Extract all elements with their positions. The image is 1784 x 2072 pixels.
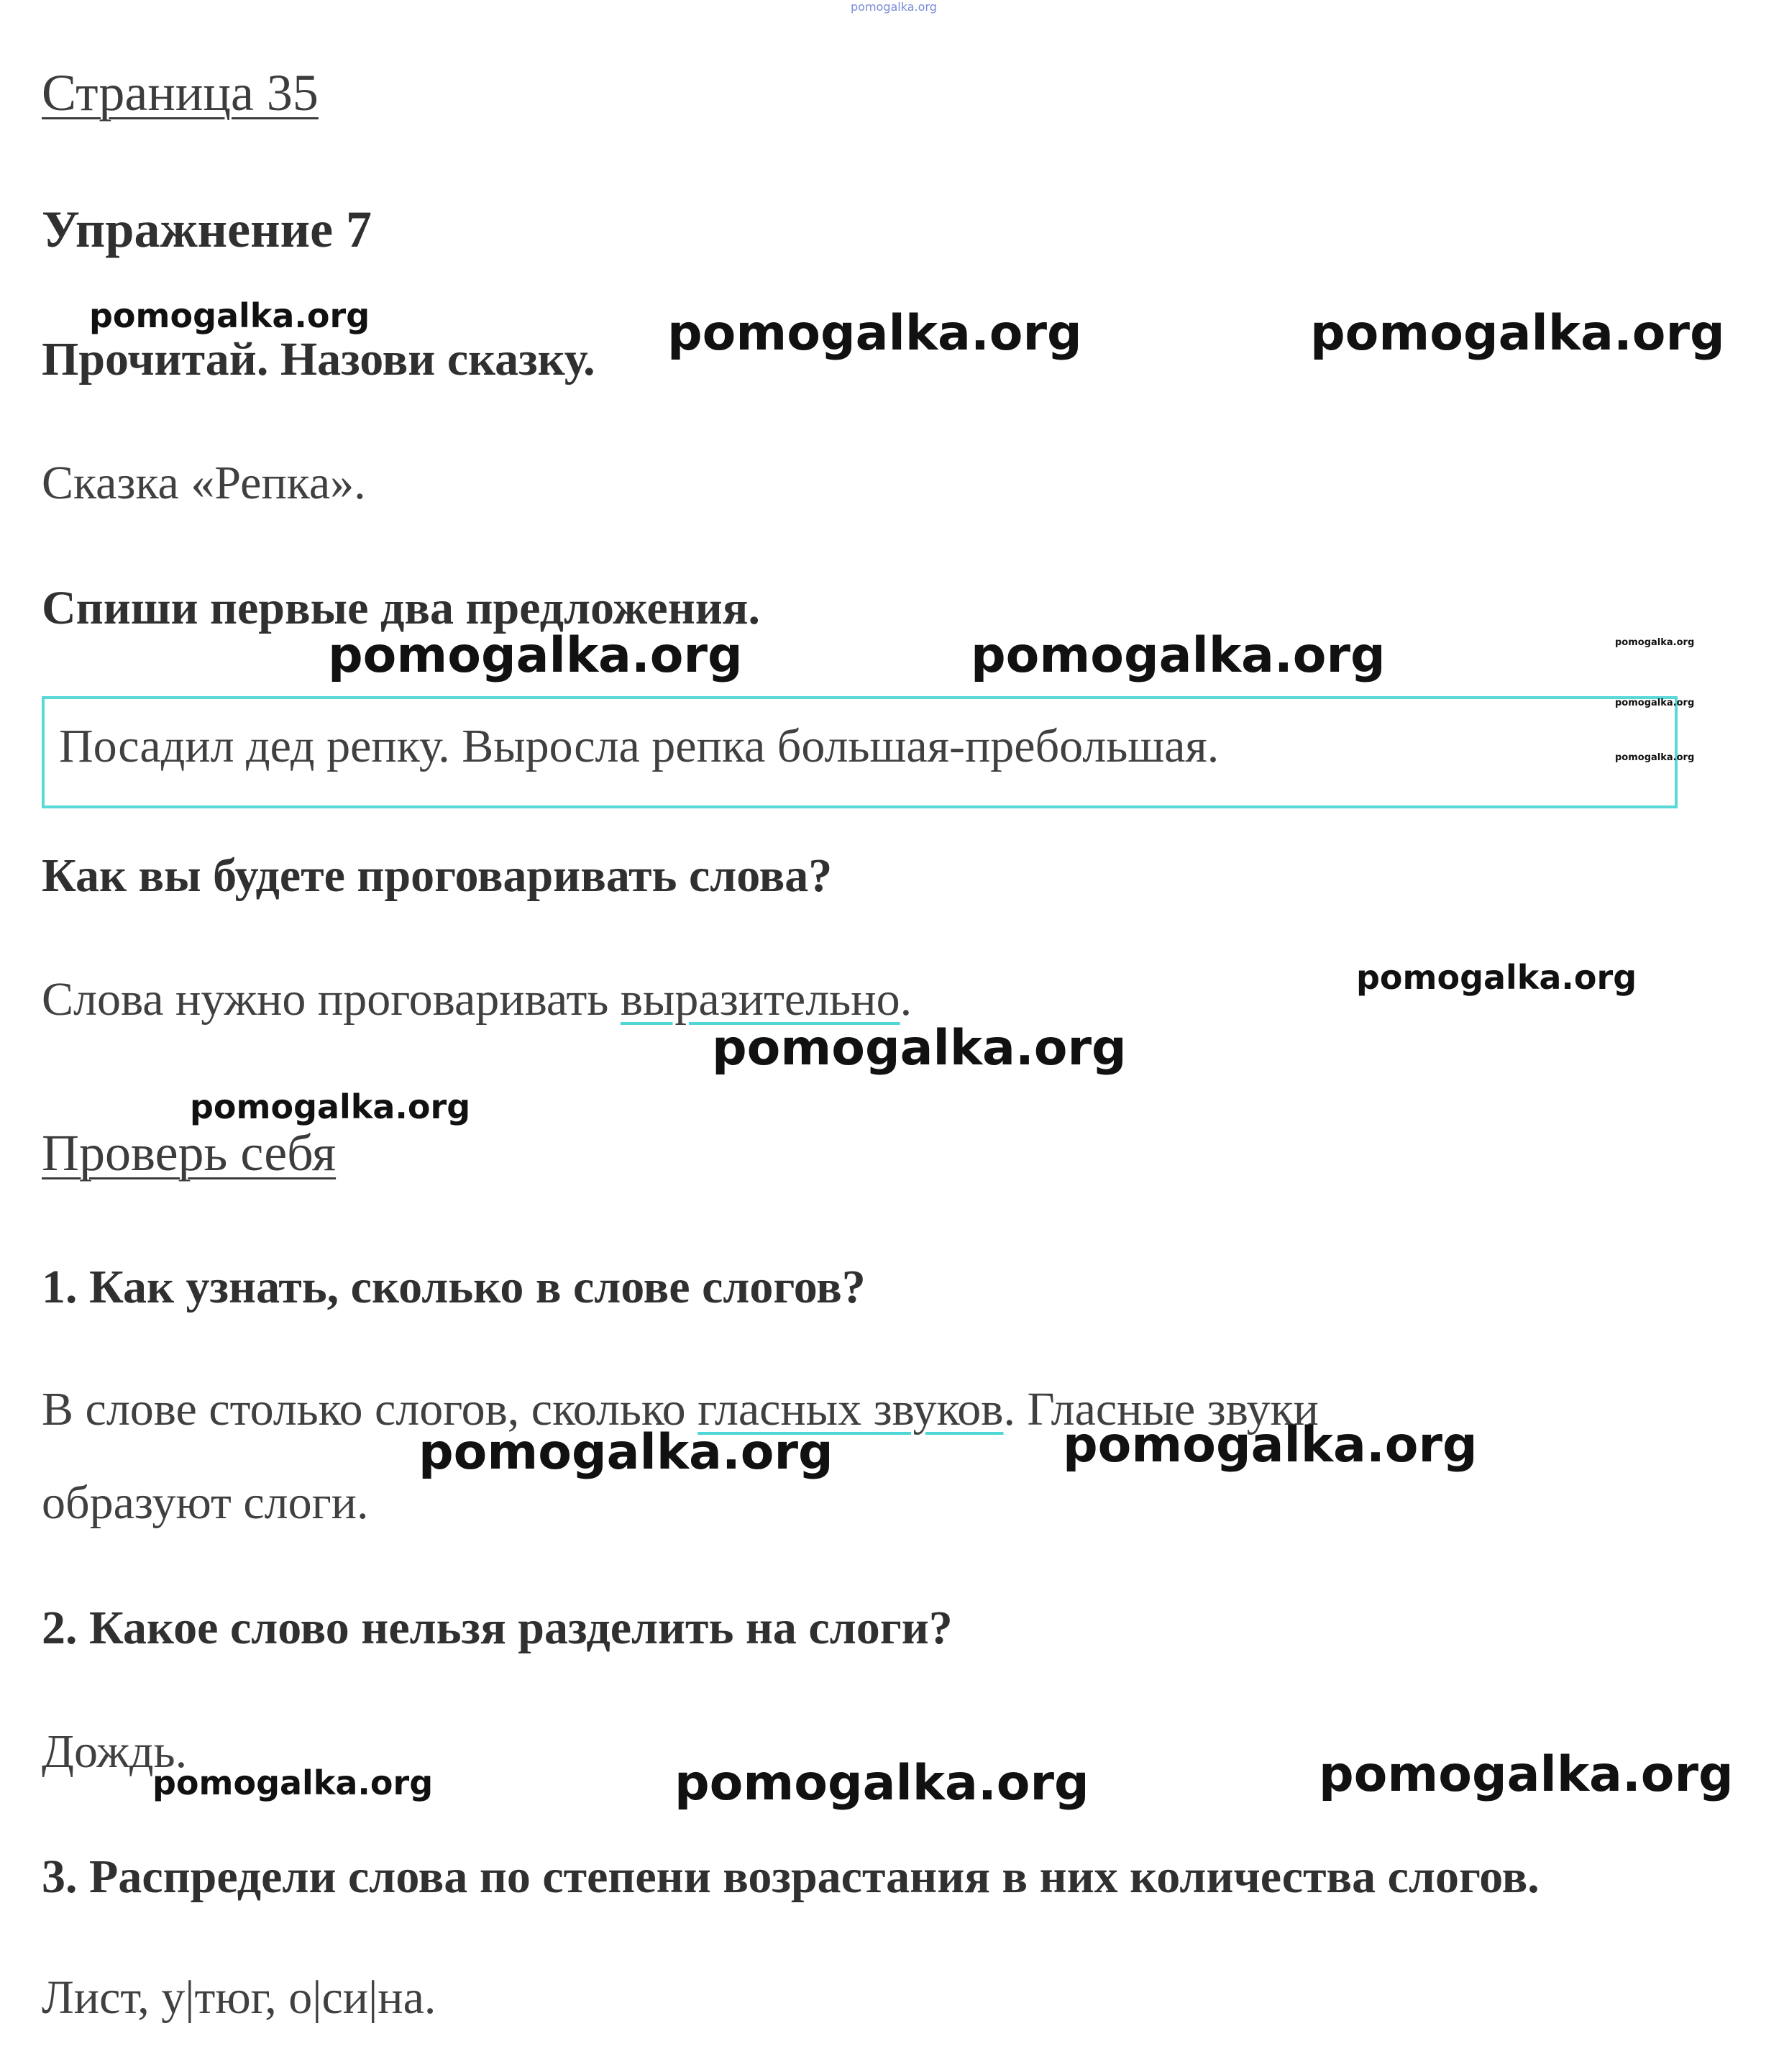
watermark-top: pomogalka.org [851, 0, 937, 14]
watermark: pomogalka.org [1310, 305, 1725, 362]
check-question-3: 3. Распредели слова по степени возрастания в них количества слогов. [42, 1850, 1540, 1903]
check-answer-1-part2: . Гласные звуки [1003, 1383, 1319, 1436]
check-yourself-title: Проверь себя [42, 1124, 337, 1182]
answer-pronounce-keyword: выразительно [620, 973, 900, 1026]
check-answer-3: Лист, у|тюг, о|си|на. [42, 1971, 436, 2024]
check-answer-1-line2: образуют слоги. [42, 1477, 369, 1529]
watermark: pomogalka.org [1615, 637, 1695, 648]
check-answer-1-part1: В слове столько слогов, сколько [42, 1383, 698, 1436]
answer-pronounce [42, 972, 912, 1027]
watermark: pomogalka.org [1615, 752, 1695, 763]
check-question-1: 1. Как узнать, сколько в слове слогов? [42, 1261, 866, 1313]
watermark: pomogalka.org [152, 1763, 434, 1802]
exercise-title: Упражнение 7 [42, 201, 372, 258]
watermark: pomogalka.org [89, 296, 370, 335]
check-answer-2: Дождь. [42, 1725, 188, 1778]
watermark: pomogalka.org [971, 627, 1386, 684]
boxed-answer-text: Посадил дед репку. Выросла репка большая-пребольшая. [59, 720, 1220, 772]
answer-tale: Сказка «Репка». [42, 457, 366, 509]
question-read-name-tale: Прочитай. Назови сказку. [42, 333, 595, 385]
check-question-2: 2. Какое слово нельзя разделить на слоги? [42, 1602, 953, 1654]
watermark: pomogalka.org [190, 1087, 471, 1126]
answer-pronounce-before: Слова нужно проговаривать [42, 973, 621, 1026]
watermark: pomogalka.org [1063, 1417, 1478, 1474]
answer-pronounce-after: . [900, 973, 912, 1026]
watermark: pomogalka.org [1319, 1746, 1734, 1803]
question-pronounce-words: Как вы будете проговаривать слова? [42, 849, 833, 902]
watermark: pomogalka.org [328, 627, 743, 684]
watermark: pomogalka.org [674, 1755, 1089, 1812]
watermark: pomogalka.org [1356, 958, 1637, 997]
check-answer-1-keyword: гласных звуков [697, 1383, 1004, 1436]
watermark: pomogalka.org [712, 1020, 1127, 1077]
watermark: pomogalka.org [418, 1424, 833, 1481]
watermark: pomogalka.org [667, 305, 1082, 362]
page-title: Страница 35 [42, 64, 319, 122]
question-copy-sentences: Спиши первые два предложения. [42, 582, 760, 634]
watermark: pomogalka.org [1615, 698, 1695, 708]
